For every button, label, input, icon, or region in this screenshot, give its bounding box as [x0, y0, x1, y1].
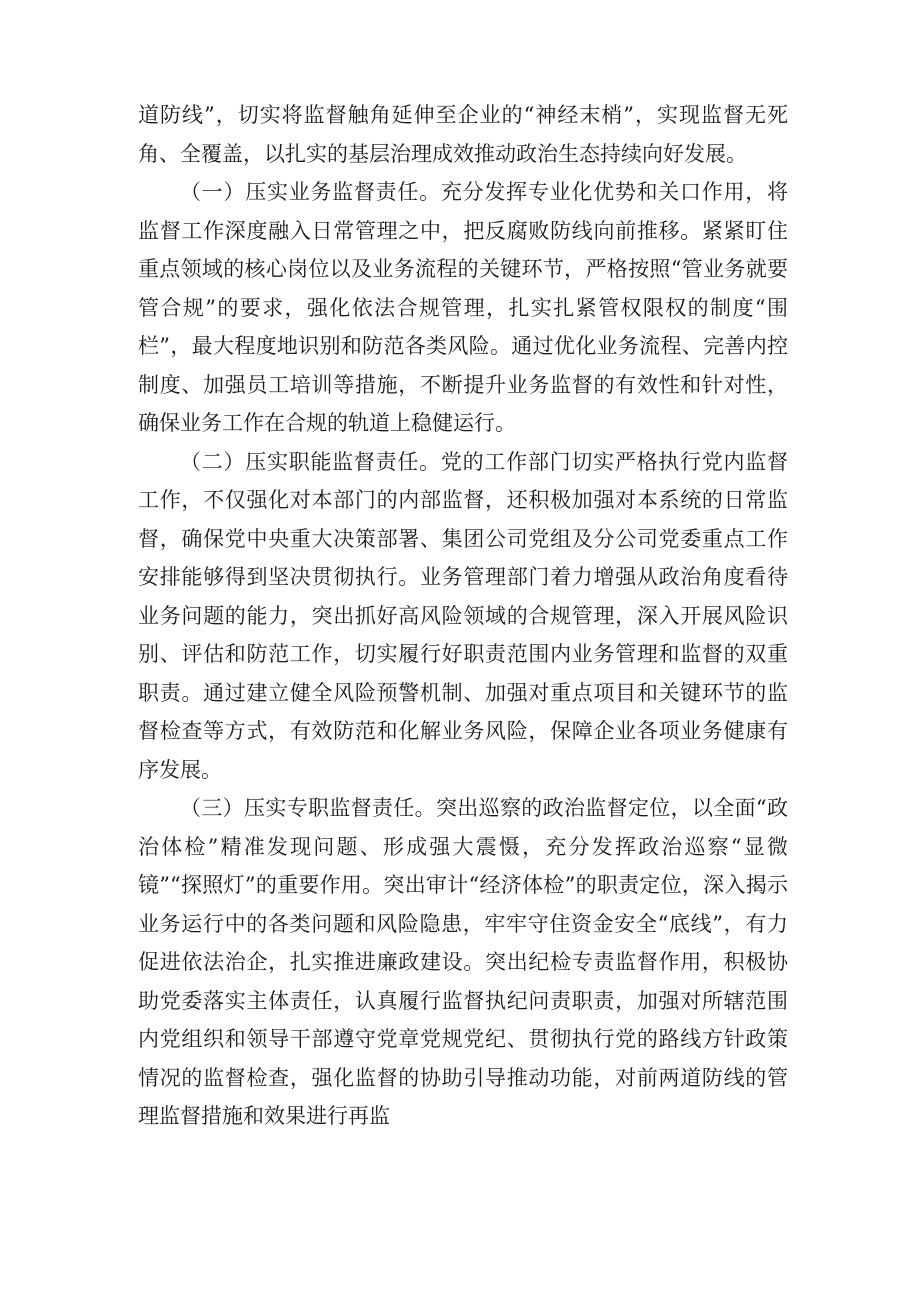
document-body — [138, 96, 788, 1136]
paragraph-continued-intro: 道防线”，切实将监督触角延伸至企业的“神经末梢”，实现监督无死角、全覆盖，以扎实的基层治理成效推动政治生态持续向好发展。 — [138, 103, 788, 166]
paragraph-business-supervision: （一）压实业务监督责任。充分发挥专业化优势和关口作用，将监督工作深度融入日常管理之中，把反腐败防线向前推移。紧紧盯住重点领域的核心岗位以及业务流程的关键环节，严格按照“管业务就要管合规”的要求，强化依法合规管理，扎实扎紧管权限权的制度“围栏”，最大程度地识别和防范各类风险。通过优化业务流程、完善内控制度、加强员工培训等措施，不断提升业务监督的有效性和针对性，确保业务工作在合规的轨道上稳健运行。 — [138, 180, 788, 435]
paragraph-functional-supervision: （二）压实职能监督责任。党的工作部门切实严格执行党内监督工作，不仅强化对本部门的内部监督，还积极加强对本系统的日常监督，确保党中央重大决策部署、集团公司党组及分公司党委重点工作安排能够得到坚决贯彻执行。业务管理部门着力增强从政治角度看待业务问题的能力，突出抓好高风险领域的合规管理，深入开展风险识别、评估和防范工作，切实履行好职责范围内业务管理和监督的双重职责。通过建立健全风险预警机制、加强对重点项目和关键环节的监督检查等方式，有效防范和化解业务风险，保障企业各项业务健康有序发展。 — [138, 449, 788, 782]
paragraph-dedicated-supervision: （三）压实专职监督责任。突出巡察的政治监督定位，以全面“政治体检”精准发现问题、形成强大震慑，充分发挥政治巡察“显微镜”“探照灯”的重要作用。突出审计“经济体检”的职责定位，深入揭示业务运行中的各类问题和风险隐患，牢牢守住资金安全“底线”，有力促进依法治企，扎实推进廉政建设。突出纪检专责监督作用，积极协助党委落实主体责任，认真履行监督执纪问责职责，加强对所辖范围内党组织和领导干部遵守党章党规党纪、贯彻执行党的路线方针政策情况的监督检查，强化监督的协助引导推动功能，对前两道防线的管理监督措施和效果进行再监 — [138, 796, 788, 1128]
